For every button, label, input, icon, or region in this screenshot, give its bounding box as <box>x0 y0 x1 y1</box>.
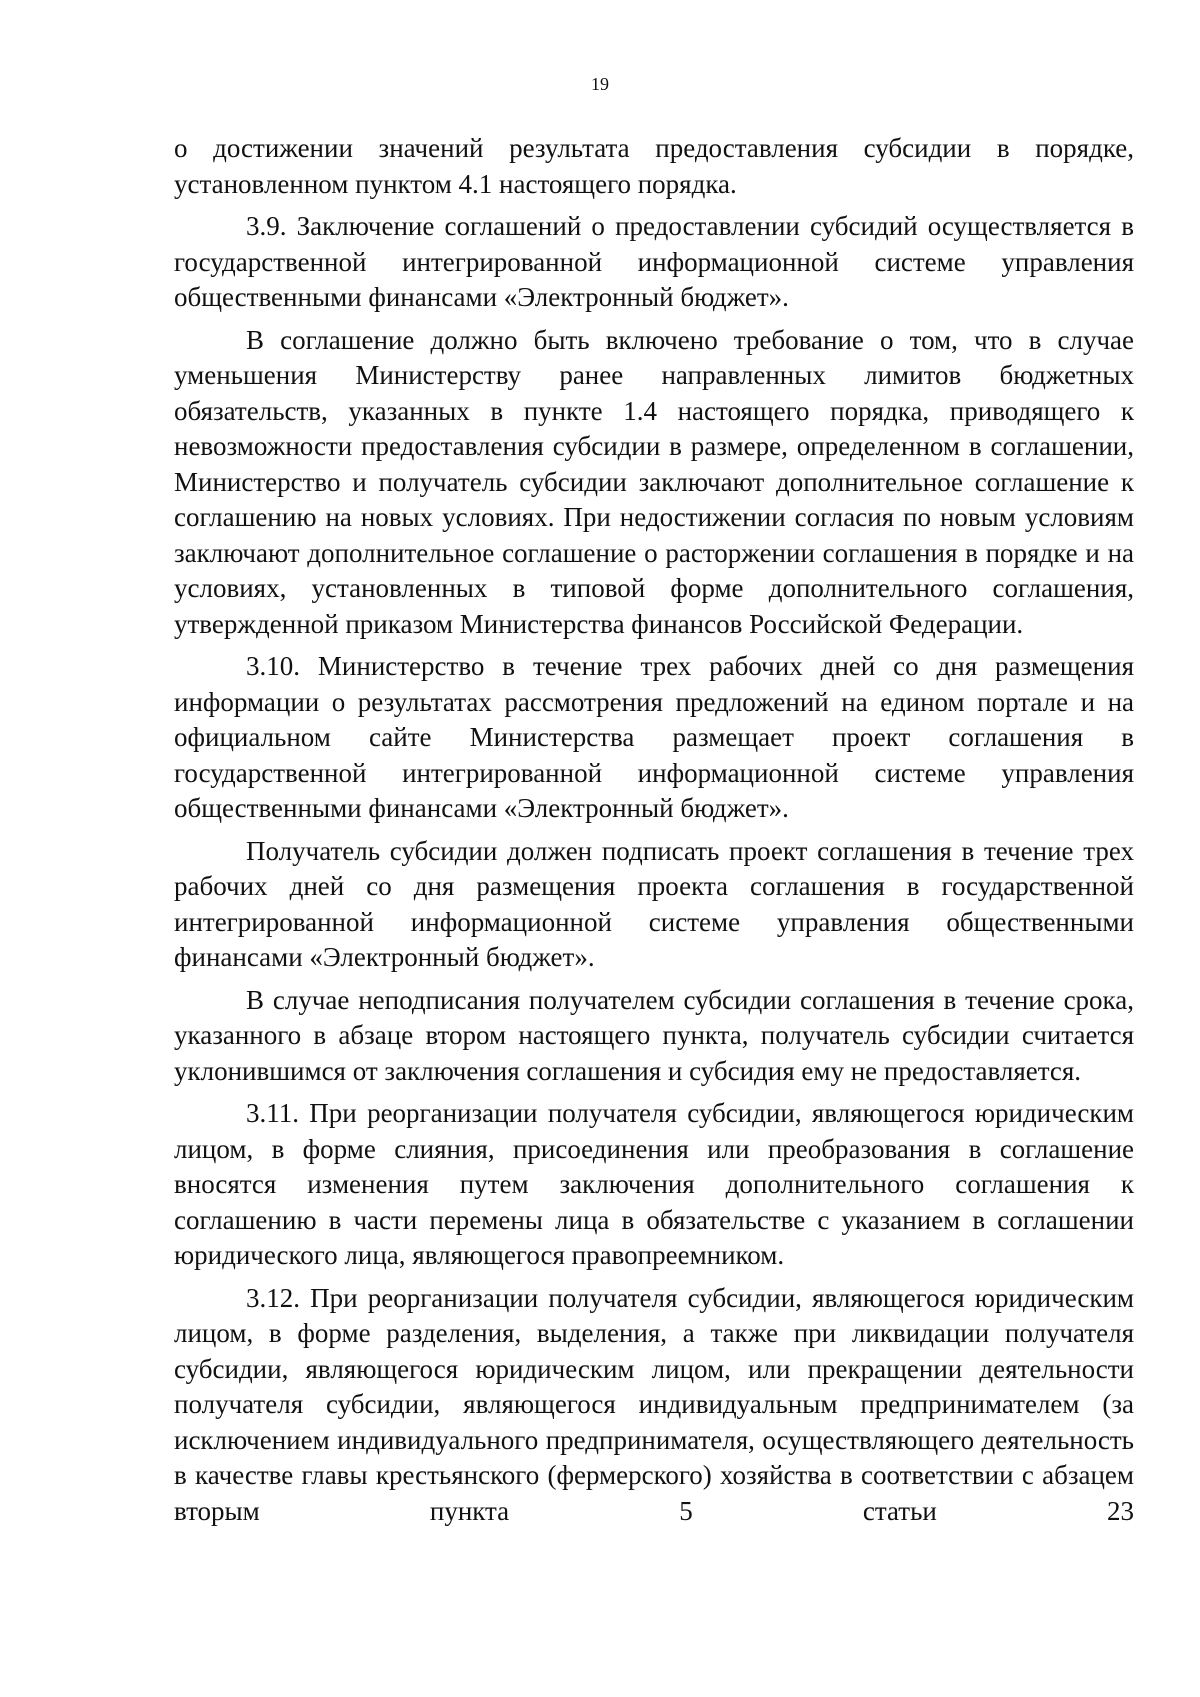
page-number: 19 <box>591 74 609 94</box>
paragraph-3-12: 3.12. При реорганизации получателя субсидии, являющегося юридическим лицом, в форме разделения, выделения, а также при ликвидации получателя субсидии, являющегося юридическим лицом, или прекращении деятельности получателя субсидии, являющегося индивидуальным предпринимателем (за исключением индивидуального предпринимателя, осуществляющего деятельность в качестве главы крестьянского (фермерского) хозяйства в соответствии с абзацем вторым пункта 5 статьи 23 <box>174 1282 1134 1526</box>
paragraph-non-signing: В случае неподписания получателем субсидии соглашения в течение срока, указанного в абзаце втором настоящего пункта, получатель субсидии считается уклонившимся от заключения соглашения и субсидия ему не предоставляется. <box>174 984 1134 1086</box>
document-body <box>174 131 1134 1536</box>
paragraph-3-10: 3.10. Министерство в течение трех рабочих дней со дня размещения информации о результатах рассмотрения предложений на едином портале и на официальном сайте Министерства размещает проект соглашения в государственной интегрированной информационной системе управления общественными финансами «Электронный бюджет». <box>174 651 1134 823</box>
paragraph-3-11: 3.11. При реорганизации получателя субсидии, являющегося юридическим лицом, в форме слияния, присоединения или преобразования в соглашение вносятся изменения путем заключения дополнительного соглашения к соглашению в части перемены лица в обязательстве с указанием в соглашении юридического лица, являющегося правопреемником. <box>174 1098 1134 1270</box>
paragraph-continuation: о достижении значений результата предоставления субсидии в порядке, установленном пунктом 4.1 настоящего порядка. <box>174 133 1134 199</box>
paragraph-agreement-requirement: В соглашение должно быть включено требование о том, что в случае уменьшения Министерству ранее направленных лимитов бюджетных обязательств, указанных в пункте 1.4 настоящего порядка, приводящего к невозможности предоставления субсидии в размере, определенном в соглашении, Министерство и получатель субсидии заключают дополнительное соглашение к соглашению на новых условиях. При недостижении согласия по новым условиям заключают дополнительное соглашение о расторжении соглашения в порядке и на условиях, установленных в типовой форме дополнительного соглашения, утвержденной приказом Министерства финансов Российской Федерации. <box>174 324 1134 639</box>
paragraph-signing: Получатель субсидии должен подписать проект соглашения в течение трех рабочих дней со дня размещения проекта соглашения в государственной интегрированной информационной системе управления общественными финансами «Электронный бюджет». <box>174 835 1134 972</box>
paragraph-3-9: 3.9. Заключение соглашений о предоставлении субсидий осуществляется в государственной интегрированной информационной системе управления общественными финансами «Электронный бюджет». <box>174 211 1134 312</box>
